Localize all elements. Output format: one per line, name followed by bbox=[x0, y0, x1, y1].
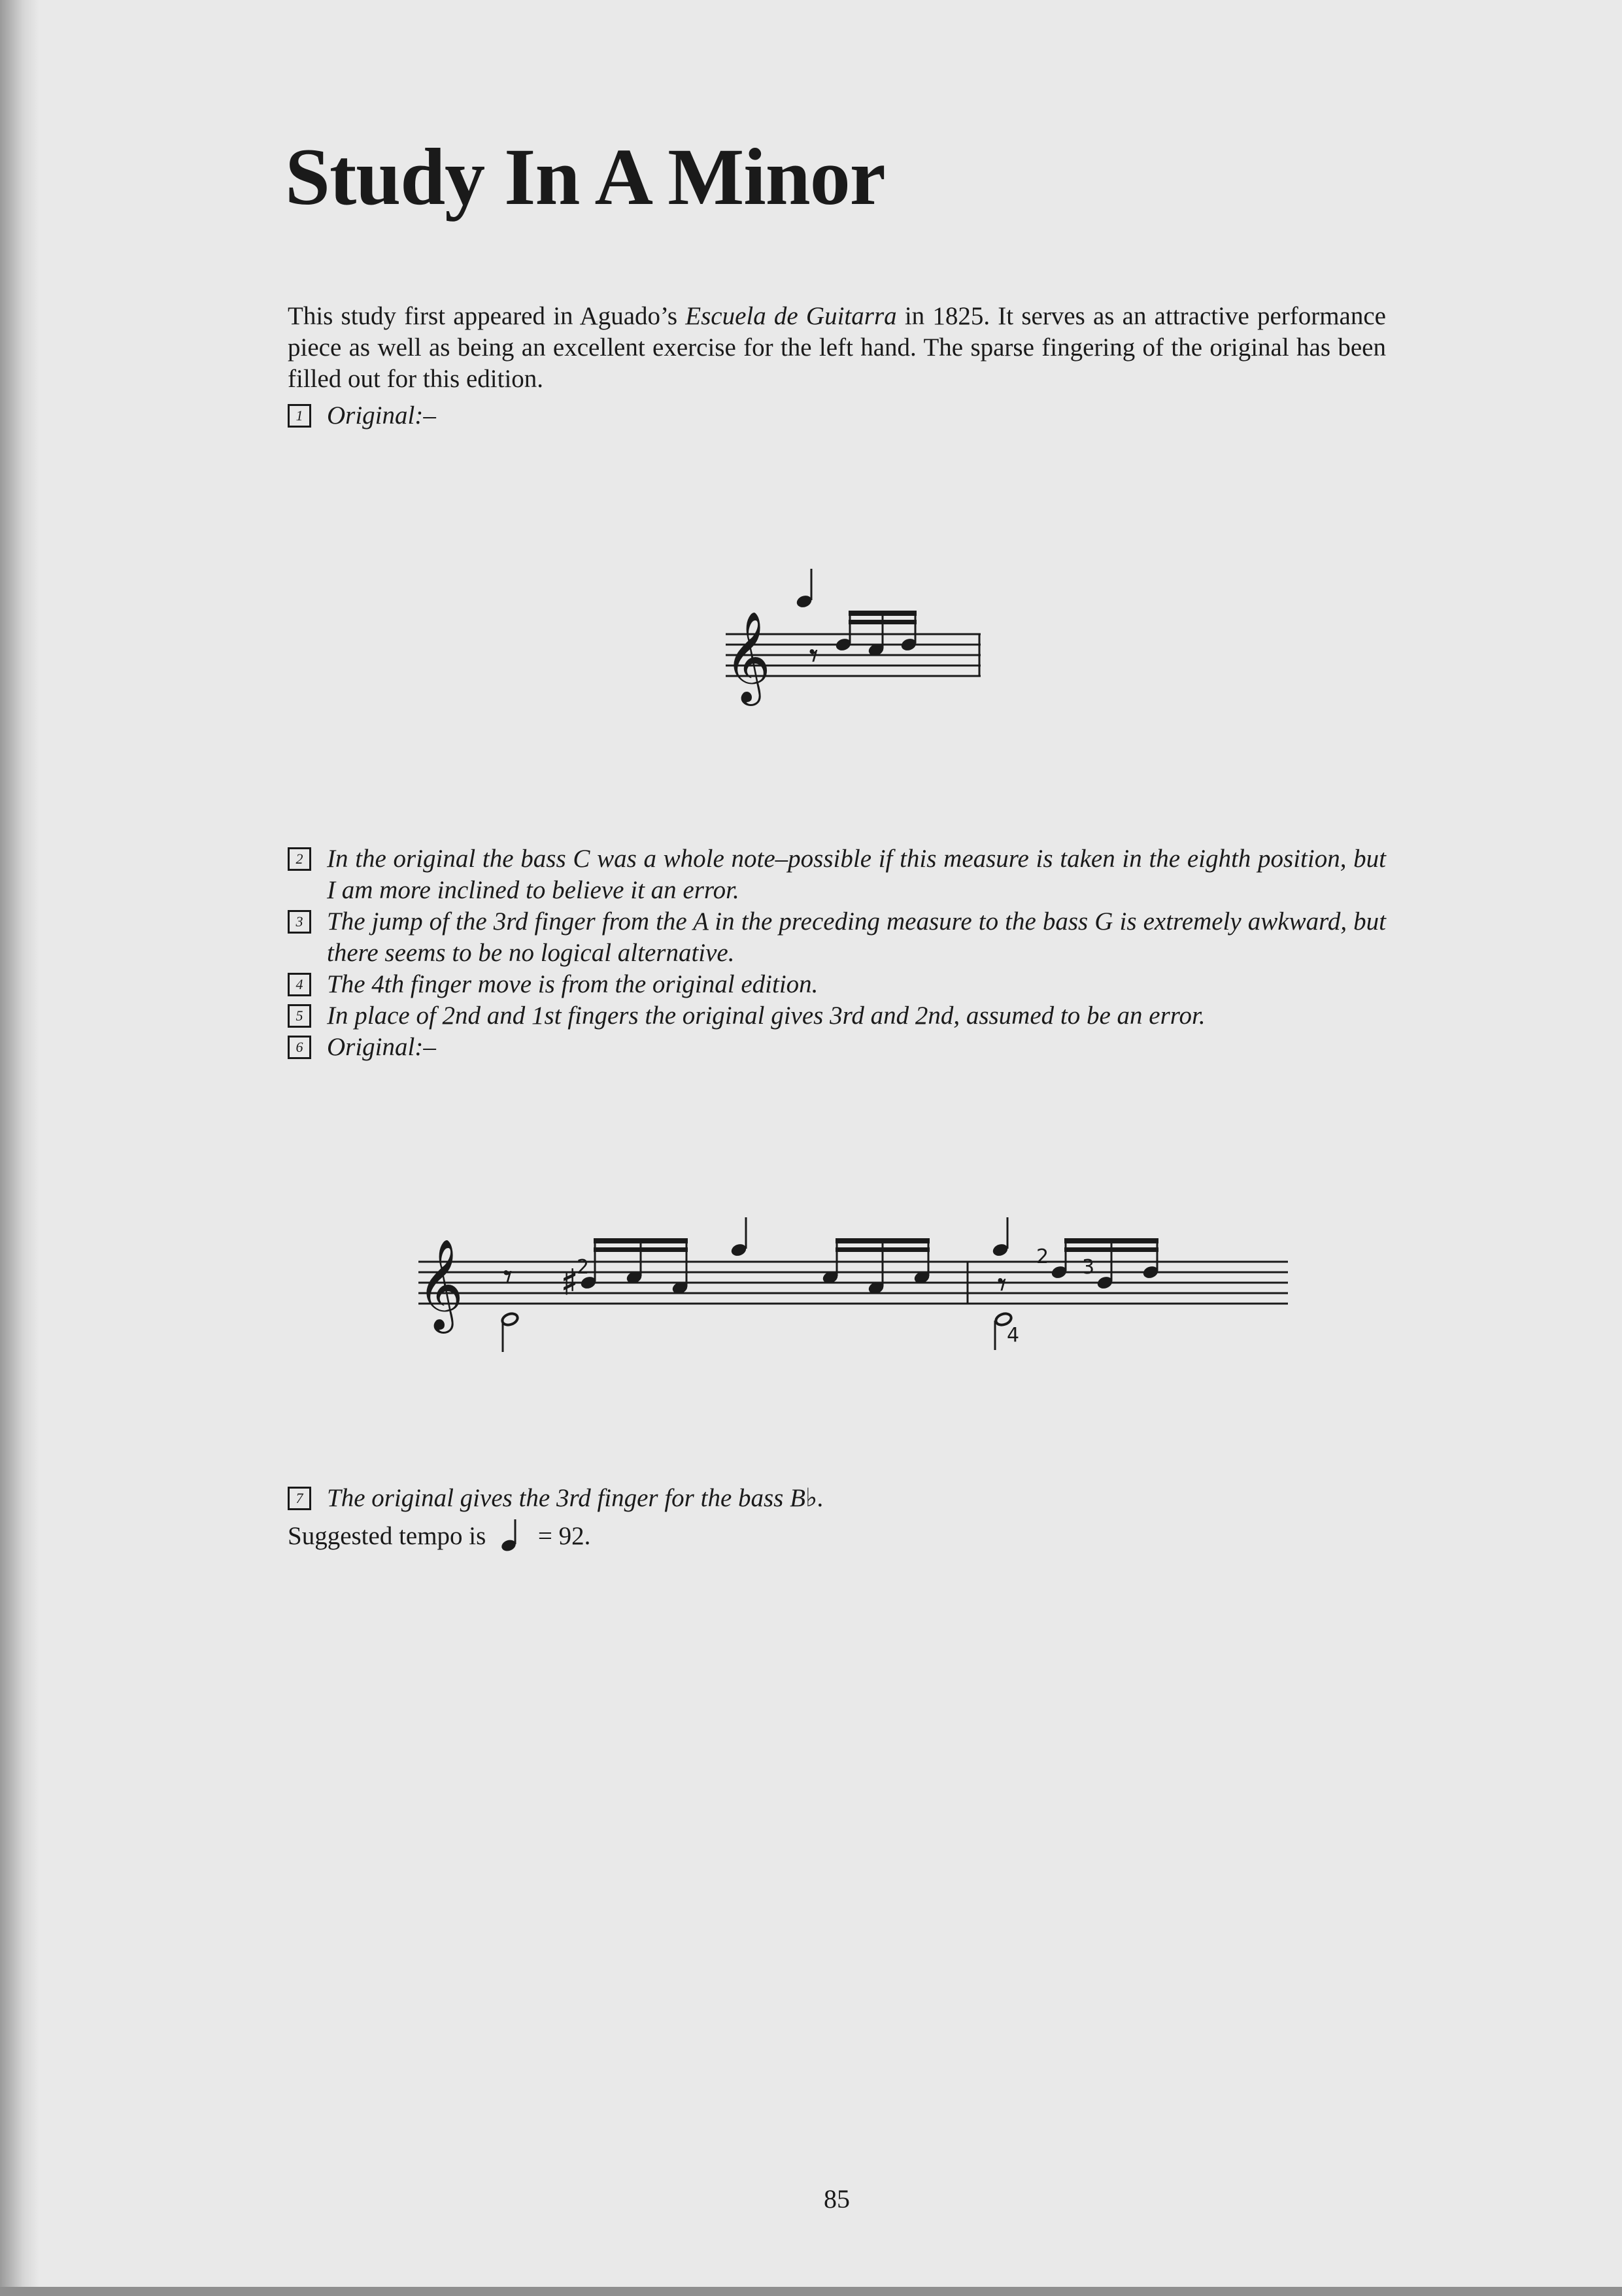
intro-book-title: Escuela de Guitarra bbox=[685, 302, 897, 330]
footnote-number-box: 5 bbox=[288, 1004, 311, 1028]
music-example-2 bbox=[412, 1190, 1294, 1373]
footnote-5 bbox=[288, 1000, 1386, 1032]
tempo-prefix: Suggested tempo is bbox=[288, 1522, 486, 1550]
footnote-text: Original:– bbox=[327, 1033, 436, 1061]
sharp-icon: ♯ bbox=[561, 1262, 579, 1303]
footnote-2 bbox=[288, 843, 1386, 906]
footnote-text: In the original the bass C was a whole note–possible if this measure is taken in the eighth position, but I am more inclined to believe it an error. bbox=[327, 845, 1386, 904]
page-bottom-edge bbox=[0, 2287, 1622, 2296]
treble-clef-icon: 𝄞 bbox=[724, 611, 771, 702]
page-number: 85 bbox=[824, 2184, 850, 2214]
eighth-rest-icon: 𝄾 bbox=[998, 1266, 1007, 1304]
fingering-3: 3 bbox=[1082, 1256, 1095, 1279]
quarter-note-icon bbox=[499, 1517, 525, 1553]
footnote-number-box: 1 bbox=[288, 404, 311, 428]
eighth-rest-icon: 𝄾 bbox=[809, 637, 819, 675]
footnote-number-box: 6 bbox=[288, 1036, 311, 1059]
footnote-text: The 4th finger move is from the original edition. bbox=[327, 970, 819, 998]
quarter-note-head bbox=[796, 594, 813, 609]
music-example-1 bbox=[719, 562, 994, 745]
page-binding-shadow bbox=[0, 0, 39, 2296]
footnote-number-box: 3 bbox=[288, 910, 311, 934]
fingering-2: 2 bbox=[577, 1256, 590, 1279]
footnote-4 bbox=[288, 969, 1386, 1000]
footnote-text: Original:– bbox=[327, 401, 436, 430]
quarter-note-head bbox=[992, 1243, 1009, 1258]
footnote-number-box: 2 bbox=[288, 847, 311, 871]
footnote-text: In place of 2nd and 1st fingers the original gives 3rd and 2nd, assumed to be an error. bbox=[327, 1002, 1206, 1030]
footnote-6 bbox=[288, 1032, 1386, 1063]
fingering-4: 4 bbox=[1007, 1324, 1020, 1347]
footnote-text: The original gives the 3rd finger for the bass B♭. bbox=[327, 1484, 824, 1512]
intro-paragraph bbox=[288, 301, 1386, 395]
page-title: Study In A Minor bbox=[285, 132, 885, 222]
footnote-1 bbox=[288, 400, 1386, 431]
footnote-number-box: 4 bbox=[288, 973, 311, 996]
intro-text-start: This study first appeared in Aguado’s bbox=[288, 302, 686, 330]
tempo-value: = 92. bbox=[537, 1522, 591, 1550]
intro-text-end: in 1825. It serves as an attractive performance piece as well as being an excellent exercise for the left hand. The sparse fingering of the original has been filled out for this edition. bbox=[288, 302, 1386, 393]
footnote-7 bbox=[288, 1483, 1386, 1514]
footnote-number-box: 7 bbox=[288, 1487, 311, 1510]
fingering-2b: 2 bbox=[1036, 1245, 1049, 1268]
treble-clef-icon: 𝄞 bbox=[417, 1239, 464, 1330]
eighth-rest-icon: 𝄾 bbox=[503, 1258, 513, 1296]
footnote-text: The jump of the 3rd finger from the A in the preceding measure to the bass G is extremely awkward, but there seems to be no logical alternative. bbox=[327, 907, 1386, 967]
footnote-3 bbox=[288, 906, 1386, 969]
quarter-note-head bbox=[730, 1243, 747, 1258]
tempo-line bbox=[288, 1517, 590, 1553]
